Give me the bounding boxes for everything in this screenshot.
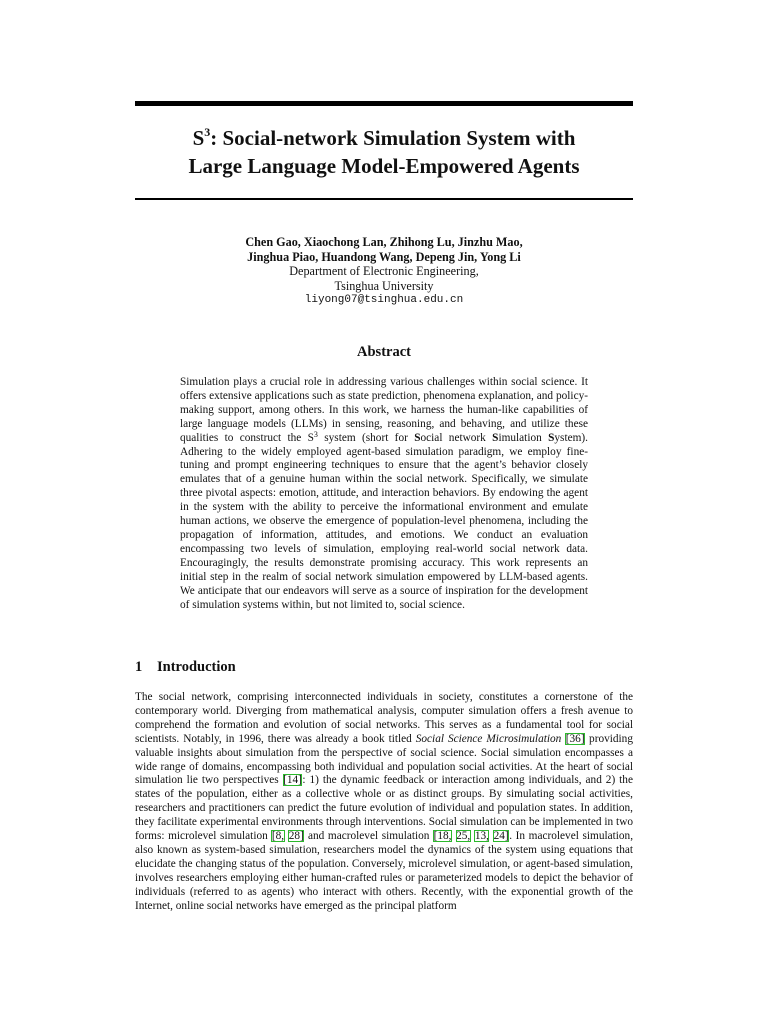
section-number: 1	[135, 659, 143, 675]
abstract-bold-s-3: S	[548, 431, 555, 444]
citation-link-18[interactable]: [18,	[433, 830, 452, 843]
intro-text-6: . In macrolevel simulation, also known as system-based simulation, researchers model the dynamics of the system using equations that elucidate the changing status of the population. Conversely, microlevel simulation, or agent-based simulation, involves researchers employing either human-crafted rules or parameterized models to depict the behavior of individuals (referred to as agents) who interact with others. Recently, with the exponential growth of the Internet, online social networks have emerged as the principal platform	[135, 830, 634, 912]
abstract-text-part-2: system (short for	[317, 431, 415, 444]
section-heading-introduction	[135, 658, 633, 676]
abstract-text-part-3: ocial network	[420, 431, 493, 444]
author-block	[135, 235, 633, 308]
title-prefix: S	[192, 126, 205, 150]
abstract-text-part-4: imulation	[498, 431, 549, 444]
citation-link-14[interactable]: [14]	[283, 774, 302, 787]
title-top-rule	[135, 101, 633, 106]
paper-title	[135, 124, 633, 180]
affiliation-line-1: Department of Electronic Engineering,	[289, 264, 479, 278]
title-superscript: 3	[204, 125, 211, 139]
authors-line-1: Chen Gao, Xiaochong Lan, Zhihong Lu, Jinzhu Mao,	[245, 235, 523, 249]
abstract-text-part-5: ystem). Adhering to the widely employed agent-based simulation paradigm, we employ fine-tuning and prompt engineering techniques to ensure that the agent’s behavior closely emulates that of a genuine human within the social network. Specifically, we simulate three pivotal aspects: emotion, attitude, and interaction behaviors. By endowing the agent in the system with the ability to perceive the informational environment and emulate human actions, we observe the emergence of population-level phenomena, including the propagation of information, attitudes, and emotions. We conduct an evaluation encompassing two levels of simulation, employing real-world social network data. Encouragingly, the results demonstrate promising accuracy. This work represents an initial step in the realm of social network simulation empowered by LLM-based agents. We anticipate that our endeavors will serve as a source of inspiration for the development of simulation systems within, but not limited to, social science.	[180, 431, 588, 611]
citation-link-8[interactable]: [8,	[271, 830, 285, 843]
author-email: liyong07@tsinghua.edu.cn	[304, 294, 464, 306]
abstract-bold-s-1: S	[414, 431, 421, 444]
citation-link-28[interactable]: 28]	[288, 830, 304, 843]
abstract-heading: Abstract	[357, 344, 411, 360]
title-line-2: Large Language Model-Empowered Agents	[188, 154, 580, 178]
title-rest: : Social-network Simulation System with	[210, 126, 576, 150]
abstract-text	[180, 376, 588, 612]
intro-text-4: : 1) the dynamic feedback or interaction among individuals, and 2) the states of the population, either as a collective whole or as distinct groups. By simulating social activities, researchers and practitioners can predict the future evolution of individual and population states. In addition, they facilitate experimental environments through interventions. Social simulation can be implemented in two forms: microlevel simulation	[135, 774, 633, 843]
abstract-text-part-1: Simulation plays a crucial role in addressing various challenges within social science. It offers extensive applications such as state prediction, phenomena explanation, and policy-making support, among others. In this work, we harness the human-like capabilities of large language models (LLMs) in sensing, reasoning, and behaving, and utilize these qualities to construct the S	[180, 376, 588, 444]
abstract-bold-s-2: S	[492, 431, 499, 444]
citation-link-36[interactable]: [36]	[565, 732, 585, 745]
affiliation-line-2: Tsinghua University	[334, 278, 434, 293]
intro-text-1: The social network, comprising interconnected individuals in society, constitutes a cornerstone of the contemporary world. Diverging from mathematical analysis, computer simulation offers a fresh avenue to comprehend the formation and evolution of social networks. This serves as a fundamental tool for social scientists. Notably, in 1996, there was already a book titled	[135, 691, 633, 745]
abstract-superscript: 3	[313, 429, 318, 439]
citation-link-24[interactable]: 24]	[493, 830, 509, 843]
citation-link-25[interactable]: 25,	[456, 830, 471, 843]
introduction-paragraph	[135, 691, 633, 914]
section-title: Introduction	[157, 659, 236, 675]
citation-link-13[interactable]: 13,	[474, 830, 489, 843]
title-bottom-rule	[135, 198, 633, 200]
authors-line-2: Jinghua Piao, Huandong Wang, Depeng Jin, Yong Li	[247, 249, 521, 264]
book-title: Social Science Microsimulation	[415, 732, 562, 745]
intro-text-3: providing valuable insights about simulation from the perspective of social science. Social simulation encompasses a wide range of domains, encompassing both individual and population social activities. At the heart of social simulation lie two perspectives	[135, 732, 633, 787]
intro-text-5: and macrolevel simulation	[304, 830, 434, 843]
